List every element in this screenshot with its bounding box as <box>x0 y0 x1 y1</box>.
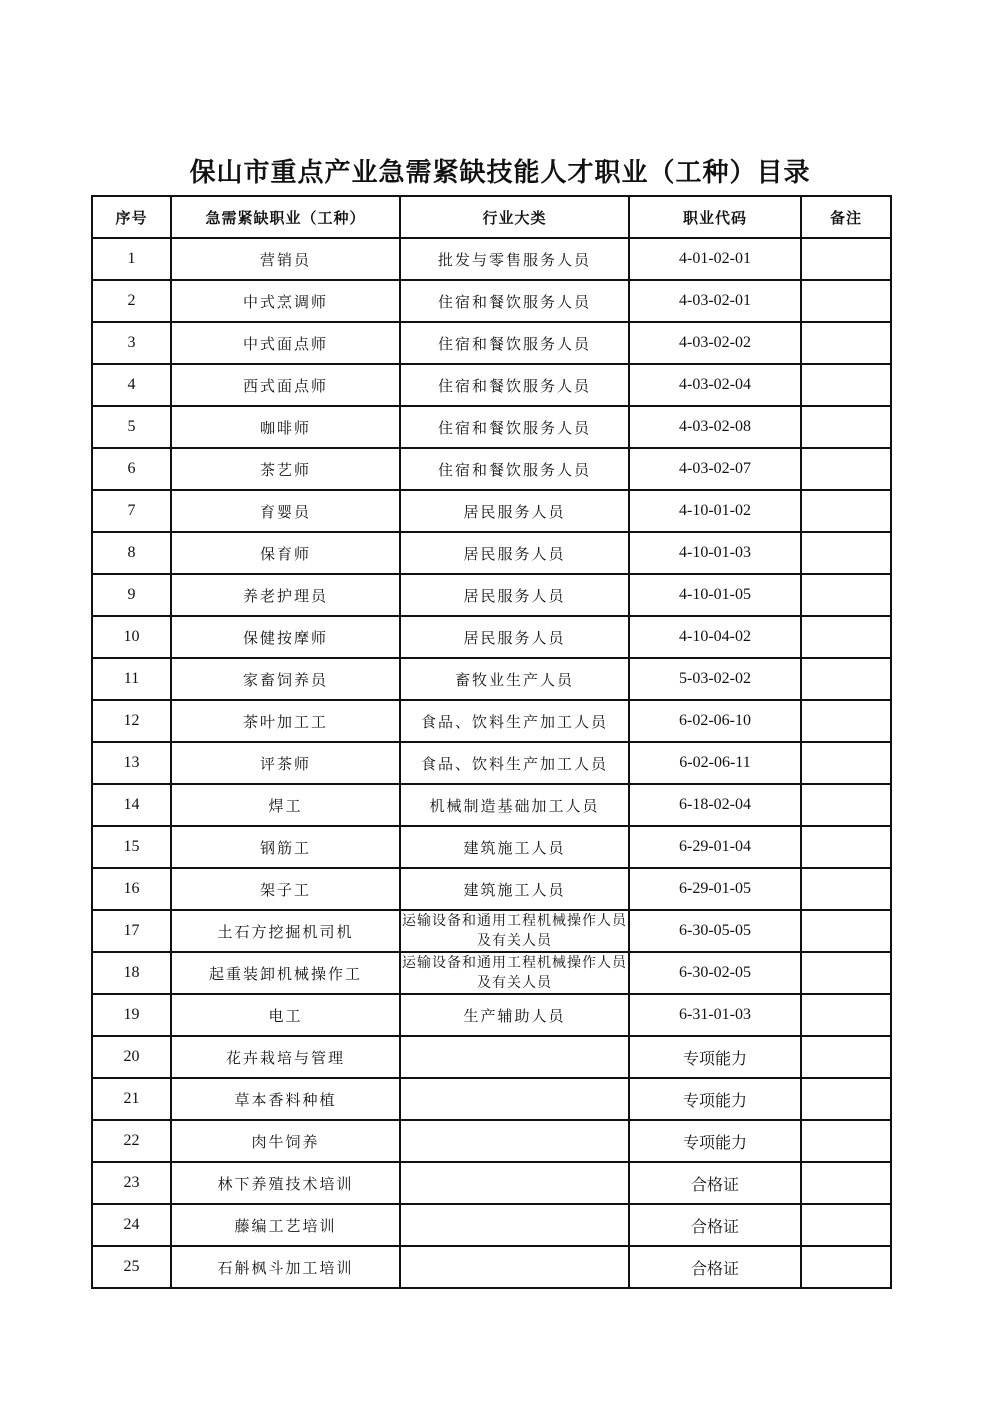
occupation-cell: 家畜饲养员 <box>171 658 400 700</box>
code-cell: 6-30-05-05 <box>629 910 801 952</box>
code-cell: 专项能力 <box>629 1120 801 1162</box>
category-cell: 食品、饮料生产加工人员 <box>400 700 629 742</box>
occupation-cell: 营销员 <box>171 238 400 280</box>
row-index: 15 <box>92 826 171 868</box>
note-cell <box>801 1120 891 1162</box>
occupation-cell: 西式面点师 <box>171 364 400 406</box>
category-cell: 住宿和餐饮服务人员 <box>400 364 629 406</box>
table-row <box>92 616 891 658</box>
table-row <box>92 1036 891 1078</box>
occupation-cell: 评茶师 <box>171 742 400 784</box>
note-cell <box>801 406 891 448</box>
category-cell <box>400 1246 629 1288</box>
row-index: 13 <box>92 742 171 784</box>
table-row <box>92 1120 891 1162</box>
note-cell <box>801 364 891 406</box>
category-cell: 住宿和餐饮服务人员 <box>400 448 629 490</box>
note-cell <box>801 658 891 700</box>
category-cell: 机械制造基础加工人员 <box>400 784 629 826</box>
header-note: 备注 <box>801 196 891 238</box>
row-index: 12 <box>92 700 171 742</box>
code-cell: 专项能力 <box>629 1078 801 1120</box>
occupation-cell: 茶叶加工工 <box>171 700 400 742</box>
note-cell <box>801 532 891 574</box>
occupation-cell: 花卉栽培与管理 <box>171 1036 400 1078</box>
row-index: 4 <box>92 364 171 406</box>
table-row <box>92 994 891 1036</box>
note-cell <box>801 238 891 280</box>
code-cell: 6-02-06-11 <box>629 742 801 784</box>
occupation-cell: 育婴员 <box>171 490 400 532</box>
row-index: 16 <box>92 868 171 910</box>
table-row <box>92 700 891 742</box>
page-title: 保山市重点产业急需紧缺技能人才职业（工种）目录 <box>189 158 811 188</box>
occupation-cell: 保健按摩师 <box>171 616 400 658</box>
category-cell: 建筑施工人员 <box>400 868 629 910</box>
code-cell: 6-30-02-05 <box>629 952 801 994</box>
category-cell: 居民服务人员 <box>400 616 629 658</box>
code-cell: 合格证 <box>629 1246 801 1288</box>
category-cell: 运输设备和通用工程机械操作人员及有关人员 <box>400 910 629 952</box>
table-row <box>92 280 891 322</box>
row-index: 19 <box>92 994 171 1036</box>
code-cell: 合格证 <box>629 1162 801 1204</box>
note-cell <box>801 700 891 742</box>
table-row <box>92 238 891 280</box>
row-index: 1 <box>92 238 171 280</box>
category-cell: 食品、饮料生产加工人员 <box>400 742 629 784</box>
note-cell <box>801 448 891 490</box>
category-cell: 生产辅助人员 <box>400 994 629 1036</box>
table-row <box>92 910 891 952</box>
row-index: 11 <box>92 658 171 700</box>
header-category: 行业大类 <box>400 196 629 238</box>
code-cell: 4-10-01-05 <box>629 574 801 616</box>
note-cell <box>801 616 891 658</box>
note-cell <box>801 994 891 1036</box>
category-cell: 住宿和餐饮服务人员 <box>400 322 629 364</box>
code-cell: 4-03-02-02 <box>629 322 801 364</box>
category-cell: 住宿和餐饮服务人员 <box>400 280 629 322</box>
row-index: 21 <box>92 1078 171 1120</box>
table-row <box>92 490 891 532</box>
table-row <box>92 364 891 406</box>
table-row <box>92 658 891 700</box>
category-cell: 运输设备和通用工程机械操作人员及有关人员 <box>400 952 629 994</box>
code-cell: 合格证 <box>629 1204 801 1246</box>
note-cell <box>801 742 891 784</box>
table-row <box>92 406 891 448</box>
row-index: 10 <box>92 616 171 658</box>
table-row <box>92 1204 891 1246</box>
row-index: 20 <box>92 1036 171 1078</box>
occupation-cell: 架子工 <box>171 868 400 910</box>
code-cell: 6-29-01-04 <box>629 826 801 868</box>
row-index: 9 <box>92 574 171 616</box>
code-cell: 4-03-02-04 <box>629 364 801 406</box>
table-row <box>92 742 891 784</box>
category-cell: 畜牧业生产人员 <box>400 658 629 700</box>
occupation-cell: 电工 <box>171 994 400 1036</box>
code-cell: 6-18-02-04 <box>629 784 801 826</box>
occupation-cell: 起重装卸机械操作工 <box>171 952 400 994</box>
note-cell <box>801 1246 891 1288</box>
category-cell: 住宿和餐饮服务人员 <box>400 406 629 448</box>
row-index: 6 <box>92 448 171 490</box>
row-index: 8 <box>92 532 171 574</box>
table-row <box>92 952 891 994</box>
row-index: 14 <box>92 784 171 826</box>
note-cell <box>801 574 891 616</box>
category-cell: 批发与零售服务人员 <box>400 238 629 280</box>
row-index: 22 <box>92 1120 171 1162</box>
table-row <box>92 322 891 364</box>
note-cell <box>801 1162 891 1204</box>
note-cell <box>801 784 891 826</box>
note-cell <box>801 490 891 532</box>
occupation-cell: 中式烹调师 <box>171 280 400 322</box>
row-index: 24 <box>92 1204 171 1246</box>
code-cell: 6-02-06-10 <box>629 700 801 742</box>
row-index: 25 <box>92 1246 171 1288</box>
occupation-cell: 石斛枫斗加工培训 <box>171 1246 400 1288</box>
code-cell: 4-01-02-01 <box>629 238 801 280</box>
note-cell <box>801 1204 891 1246</box>
occupation-cell: 中式面点师 <box>171 322 400 364</box>
note-cell <box>801 952 891 994</box>
note-cell <box>801 910 891 952</box>
note-cell <box>801 280 891 322</box>
occupation-cell: 焊工 <box>171 784 400 826</box>
header-occupation: 急需紧缺职业（工种） <box>171 196 400 238</box>
code-cell: 4-03-02-01 <box>629 280 801 322</box>
category-cell <box>400 1204 629 1246</box>
table-row <box>92 532 891 574</box>
code-cell: 4-03-02-07 <box>629 448 801 490</box>
table-row <box>92 1078 891 1120</box>
code-cell: 5-03-02-02 <box>629 658 801 700</box>
row-index: 23 <box>92 1162 171 1204</box>
category-cell <box>400 1162 629 1204</box>
note-cell <box>801 868 891 910</box>
note-cell <box>801 1036 891 1078</box>
code-cell: 4-10-04-02 <box>629 616 801 658</box>
occupation-cell: 咖啡师 <box>171 406 400 448</box>
category-cell: 居民服务人员 <box>400 574 629 616</box>
table-header-row <box>92 196 891 238</box>
row-index: 2 <box>92 280 171 322</box>
occupation-table <box>91 195 892 1289</box>
category-cell <box>400 1078 629 1120</box>
category-cell <box>400 1036 629 1078</box>
row-index: 3 <box>92 322 171 364</box>
category-cell <box>400 1120 629 1162</box>
note-cell <box>801 826 891 868</box>
code-cell: 专项能力 <box>629 1036 801 1078</box>
category-cell: 居民服务人员 <box>400 532 629 574</box>
table-row <box>92 784 891 826</box>
row-index: 18 <box>92 952 171 994</box>
table-row <box>92 1162 891 1204</box>
code-cell: 6-29-01-05 <box>629 868 801 910</box>
category-cell: 建筑施工人员 <box>400 826 629 868</box>
occupation-cell: 养老护理员 <box>171 574 400 616</box>
row-index: 17 <box>92 910 171 952</box>
occupation-cell: 林下养殖技术培训 <box>171 1162 400 1204</box>
table-row <box>92 826 891 868</box>
table-row <box>92 868 891 910</box>
note-cell <box>801 322 891 364</box>
code-cell: 4-03-02-08 <box>629 406 801 448</box>
occupation-cell: 钢筋工 <box>171 826 400 868</box>
row-index: 5 <box>92 406 171 448</box>
header-index: 序号 <box>92 196 171 238</box>
code-cell: 6-31-01-03 <box>629 994 801 1036</box>
occupation-cell: 藤编工艺培训 <box>171 1204 400 1246</box>
row-index: 7 <box>92 490 171 532</box>
code-cell: 4-10-01-02 <box>629 490 801 532</box>
note-cell <box>801 1078 891 1120</box>
table-row <box>92 1246 891 1288</box>
occupation-cell: 土石方挖掘机司机 <box>171 910 400 952</box>
occupation-cell: 草本香料种植 <box>171 1078 400 1120</box>
occupation-cell: 茶艺师 <box>171 448 400 490</box>
category-cell: 居民服务人员 <box>400 490 629 532</box>
table-row <box>92 448 891 490</box>
header-code: 职业代码 <box>629 196 801 238</box>
occupation-cell: 肉牛饲养 <box>171 1120 400 1162</box>
occupation-cell: 保育师 <box>171 532 400 574</box>
table-row <box>92 574 891 616</box>
code-cell: 4-10-01-03 <box>629 532 801 574</box>
